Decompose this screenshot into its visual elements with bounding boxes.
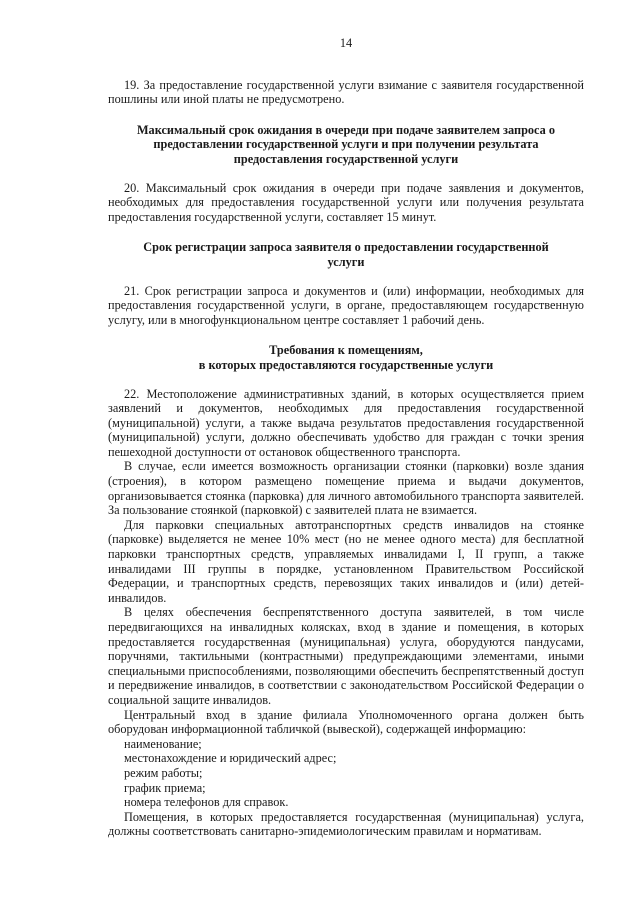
list-item: местонахождение и юридический адрес; — [124, 751, 337, 766]
paragraph-20: 20. Максимальный срок ожидания в очереди при подаче заявления и документов, необходимых для предоставления государственной услуги или получения результата предоставления государственной услуги, составляет 15 минут. — [108, 180, 584, 224]
paragraph-21: 21. Срок регистрации запроса и документов и (или) информации, необходимых для предоставления государственной услуги, в органе, предоставляющем государственную услугу, или в многофункциональном центре составляет 1 рабочий день. — [108, 283, 584, 327]
paragraph-accessibility: В целях обеспечения беспрепятственного доступа заявителей, в том числе передвигающихся на инвалидных колясках, вход в здание и помещения, в которых предоставляется государственная (муниципальная) услуга, оборудуются пандусами, поручнями, тактильными (контрастными) предупреждающими элементами, иными специальными приспособлениями, позволяющими обеспечить беспрепятственный доступ и передвижение инвалидов, в соответствии с законодательством Российской Федерации о социальной защите инвалидов. — [108, 605, 584, 707]
paragraph-disabled-parking: Для парковки специальных автотранспортных средств инвалидов на стоянке (парковке) выделяется не менее 10% мест (но не менее одного места) для бесплатной парковки транспортных средств, управляемых инвалидами I, II групп, а также инвалидами III группы в порядке, установленном Правительством Российской Федерации, и транспортных средств, перевозящих таких инвалидов и (или) детей-инвалидов. — [108, 517, 584, 605]
paragraph-22: 22. Местоположение административных зданий, в которых осуществляется прием заявлений и документов, необходимых для предоставления государственной (муниципальной) услуги, а также выдача результатов предоставления государственной (муниципальной) услуги, должно обеспечивать удобство для граждан с точки зрения пешеходной доступности от остановок общественного транспорта. — [108, 386, 584, 459]
heading-premises-line-2: в которых предоставляются государственные услуги — [198, 357, 494, 372]
page-number: 14 — [339, 36, 353, 50]
paragraph-sanitary: Помещения, в которых предоставляется государственная (муниципальная) услуга, должны соответствовать санитарно-эпидемиологическим правилам и нормативам. — [108, 809, 584, 839]
paragraph-entrance-sign: Центральный вход в здание филиала Уполномоченного органа должен быть оборудован информационной табличкой (вывеской), содержащей информацию: — [108, 707, 584, 737]
list-item: номера телефонов для справок. — [124, 795, 289, 810]
list-item: график приема; — [124, 780, 206, 795]
list-item: наименование; — [124, 736, 202, 751]
heading-registration-term: Срок регистрации запроса заявителя о предоставлении государственной услуги — [143, 240, 549, 269]
heading-max-wait-time: Максимальный срок ожидания в очереди при подаче заявителем запроса о предоставлении государственной услуги и при получении результата предоставления государственной услуги — [136, 122, 556, 166]
list-item: режим работы; — [124, 765, 203, 780]
paragraph-19: 19. За предоставление государственной услуги взимание с заявителя государственной пошлины или иной платы не предусмотрено. — [108, 77, 584, 107]
paragraph-parking: В случае, если имеется возможность организации стоянки (парковки) возле здания (строения), в котором размещено помещение приема и выдачи документов, организовывается стоянка (парковка) для личного автомобильного транспорта заявителей. За пользование стоянкой (парковкой) с заявителей плата не взимается. — [108, 459, 584, 518]
heading-premises-line-1: Требования к помещениям, — [269, 343, 423, 358]
